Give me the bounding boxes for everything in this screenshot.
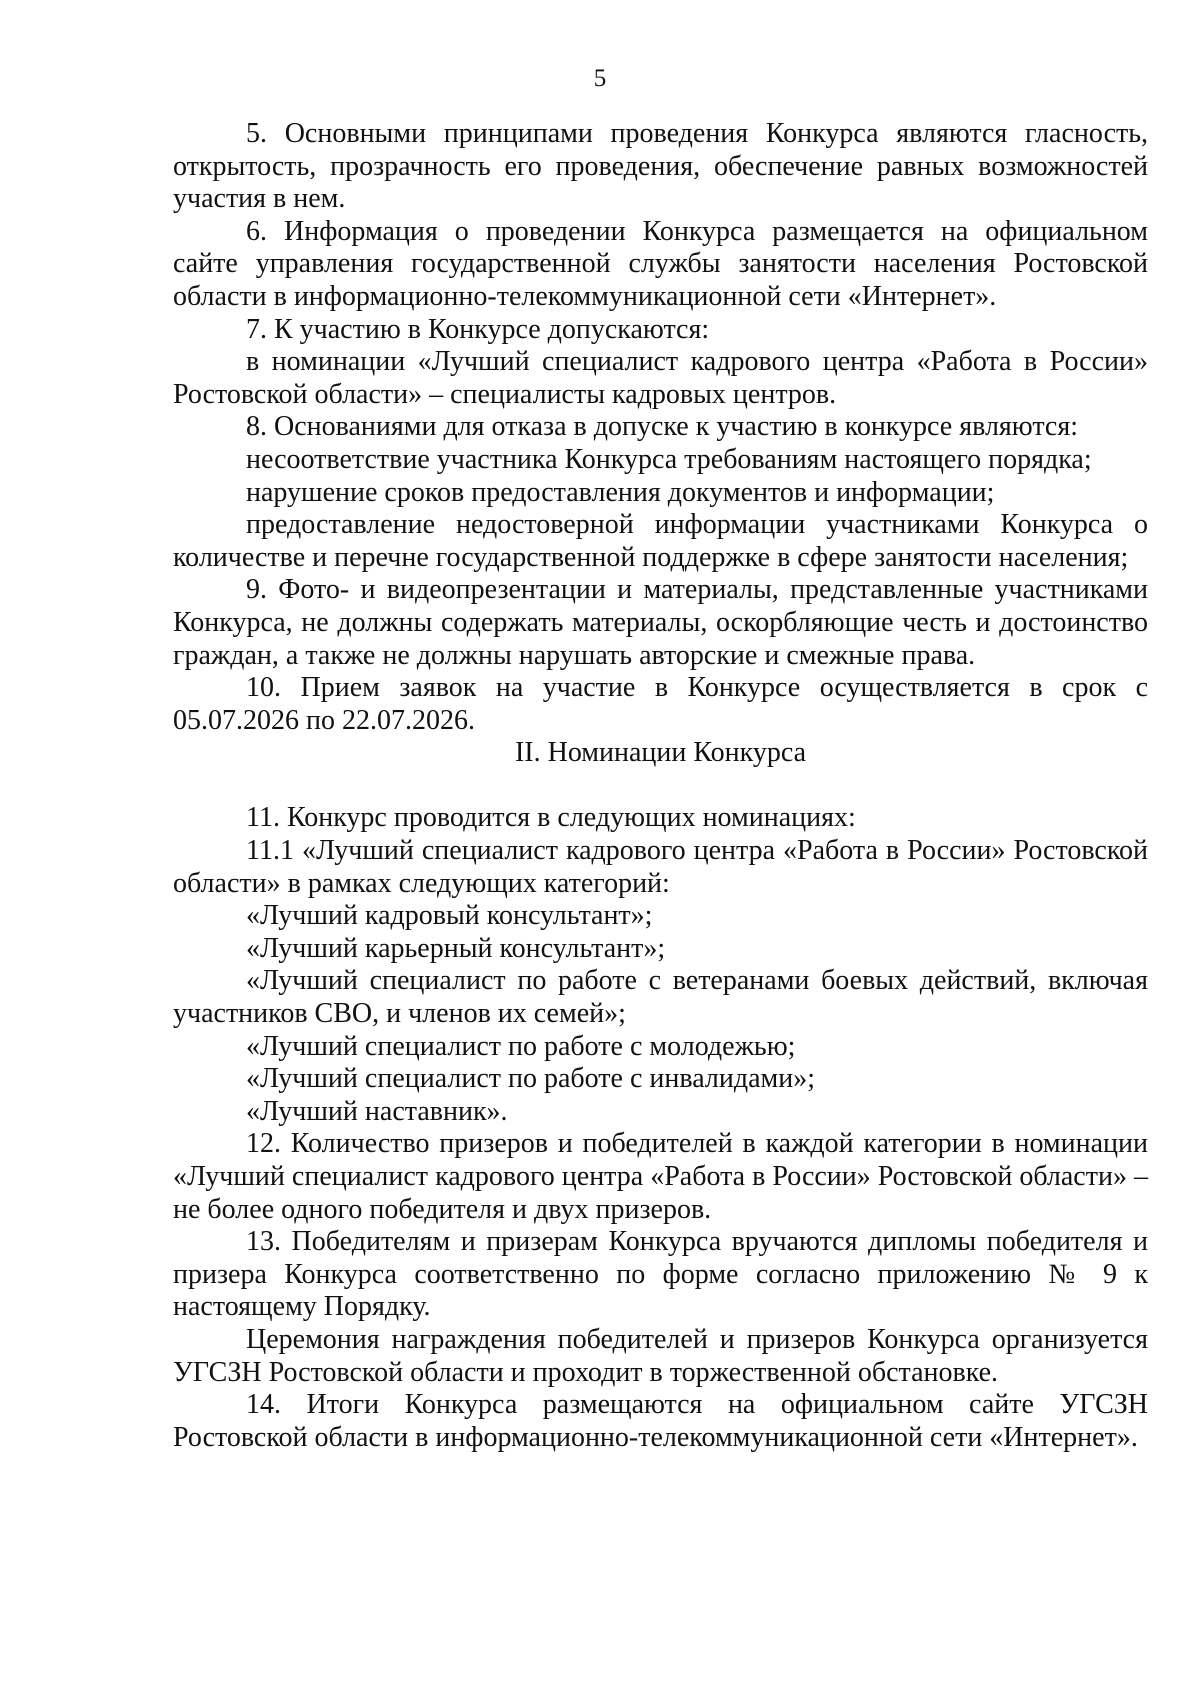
paragraph-14: 14. Итоги Конкурса размещаются на официальном сайте УГСЗН Ростовской области в информационно-телекоммуникационной сети «Интернет». <box>173 1389 1148 1453</box>
document-body <box>173 118 1148 1454</box>
paragraph-11-1: 11.1 «Лучший специалист кадрового центра «Работа в России» Ростовской области» в рамках следующих категорий: <box>173 835 1148 899</box>
paragraph-10: 10. Прием заявок на участие в Конкурсе осуществляется в срок с 05.07.2026 по 22.07.2026. <box>173 672 1148 736</box>
category-youth-specialist: «Лучший специалист по работе с молодежью; <box>246 1030 796 1062</box>
category-veterans-specialist: «Лучший специалист по работе с ветеранами боевых действий, включая участников СВО, и членов их семей»; <box>173 965 1148 1030</box>
category-hr-consultant: «Лучший кадровый консультант»; <box>246 900 653 932</box>
paragraph-6: 6. Информация о проведении Конкурса размещается на официальном сайте управления государственной службы занятости населения Ростовской области в информационно-телекоммуникационной сети «Интернет». <box>173 215 1148 312</box>
paragraph-11: 11. Конкурс проводится в следующих номинациях: <box>246 802 856 834</box>
paragraph-8-item-3: предоставление недостоверной информации участниками Конкурса о количестве и перечне государственной поддержке в сфере занятости населения; <box>173 509 1148 573</box>
category-career-consultant: «Лучший карьерный консультант»; <box>246 932 666 964</box>
section-spacer <box>173 770 1148 803</box>
paragraph-7-nomination: в номинации «Лучший специалист кадрового центра «Работа в России» Ростовской области» – специалисты кадровых центров. <box>173 346 1148 410</box>
category-mentor: «Лучший наставник». <box>246 1095 508 1127</box>
paragraph-ceremony: Церемония награждения победителей и призеров Конкурса организуется УГСЗН Ростовской области и проходит в торжественной обстановке. <box>173 1323 1148 1388</box>
paragraph-5: 5. Основными принципами проведения Конкурса являются гласность, открытость, прозрачность его проведения, обеспечение равных возможностей участия в нем. <box>173 118 1148 215</box>
paragraph-9: 9. Фото- и видеопрезентации и материалы, представленные участниками Конкурса, не должны содержать материалы, оскорбляющие честь и достоинство граждан, а также не должны нарушать авторские и смежные права. <box>173 574 1148 671</box>
category-disabled-specialist: «Лучший специалист по работе с инвалидами»; <box>246 1063 815 1095</box>
paragraph-13: 13. Победителям и призерам Конкурса вручаются дипломы победителя и призера Конкурса соответственно по форме согласно приложению № 9 к настоящему Порядку. <box>173 1226 1148 1323</box>
paragraph-7: 7. К участию в Конкурсе допускаются: <box>246 313 710 345</box>
paragraph-12: 12. Количество призеров и победителей в каждой категории в номинации «Лучший специалист кадрового центра «Работа в России» Ростовской области» – не более одного победителя и двух призеров. <box>173 1128 1148 1225</box>
section-heading: II. Номинации Конкурса <box>514 737 807 769</box>
page-number: 5 <box>593 65 607 92</box>
paragraph-8-item-1: несоответствие участника Конкурса требованиям настоящего порядка; <box>246 443 1092 475</box>
paragraph-8: 8. Основаниями для отказа в допуске к участию в конкурсе являются: <box>246 411 1079 443</box>
paragraph-8-item-2: нарушение сроков предоставления документов и информации; <box>246 476 995 508</box>
